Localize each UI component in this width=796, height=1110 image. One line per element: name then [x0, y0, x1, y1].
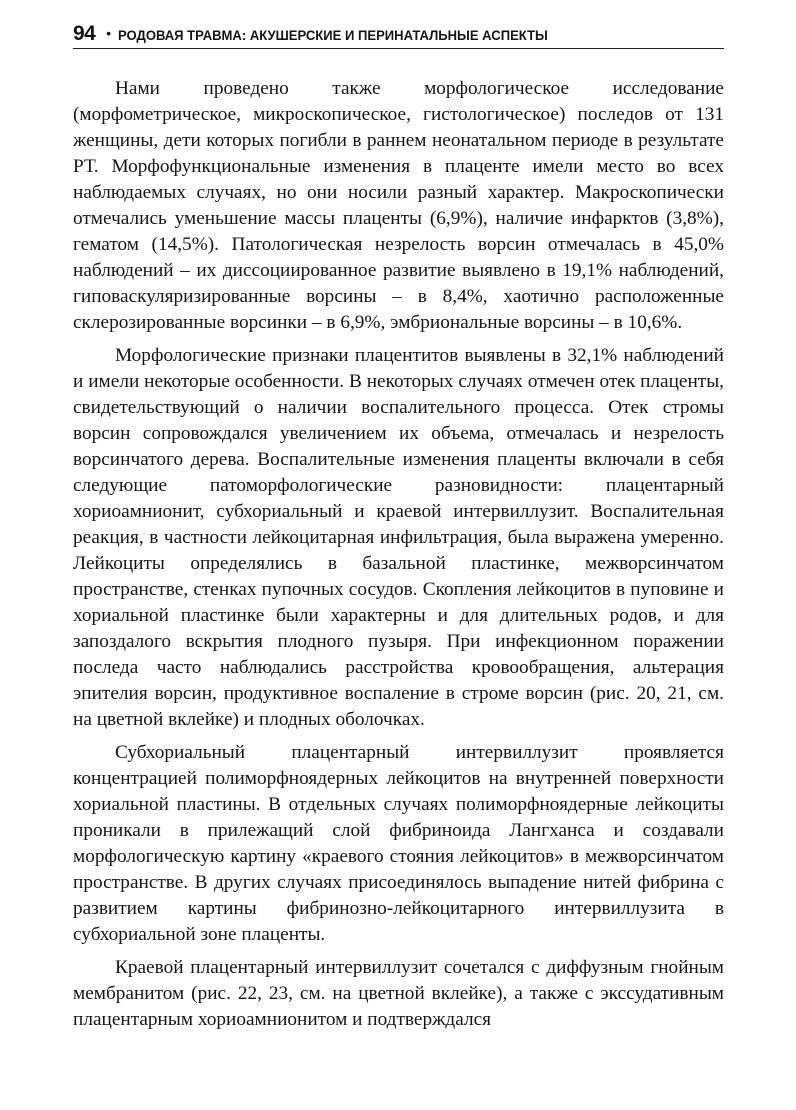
paragraph-subchorial-intervillositis: Субхориальный плацентарный интервиллузит проявляется концентрацией полиморфноядерных лейкоцитов на внутренней поверхности хориальной пластины. В отдельных случаях полиморфноядерные лейкоциты проникали в прилежащий слой фибриноида Лангханса и создавали морфологическую картину «краевого стояния лейкоцитов» в межворсинчатом пространстве. В других случаях присоединялось выпадение нитей фибрина с развитием картины фибринозно-лейкоцитарного интервиллузита в субхориальной зоне плаценты. — [73, 742, 724, 945]
paragraph-morphology-study: Нами проведено также морфологическое исследование (морфометрическое, микроскопическое, гистологическое) последов от 131 женщины, дети которых погибли в раннем неонатальном периоде в результате РТ. Морфофункциональные изменения в плаценте имели место во всех наблюдаемых случаях, но они носили разный характер. Макроскопически отмечались уменьшение массы плаценты (6,9%), наличие инфарктов (3,8%), гематом (14,5%). Патологическая незрелость ворсин отмечалась в 45,0% наблюдений – их диссоциированное развитие выявлено в 19,1% наблюдений, гиповаскуляризированные ворсины – в 8,4%, хаотично расположенные склерозированные ворсинки – в 6,9%, эмбриональные ворсины – в 10,6%. — [73, 78, 724, 333]
running-header — [73, 22, 723, 46]
body-text — [73, 76, 724, 1040]
paragraph-marginal-intervillositis: Краевой плацентарный интервиллузит сочетался с диффузным гнойным мембранитом (рис. 22, 23, см. на цветной вклейке), а также с экссудативным плацентарным хориоамнионитом и подтверждался — [73, 957, 724, 1030]
running-title: РОДОВАЯ ТРАВМА: АКУШЕРСКИЕ И ПЕРИНАТАЛЬНЫЕ АСПЕКТЫ — [117, 28, 548, 44]
paragraph-placentitis: Морфологические признаки плацентитов выявлены в 32,1% наблюдений и имели некоторые особенности. В некоторых случаях отмечен отек плаценты, свидетельствующий о наличии воспалительного процесса. Отек стромы ворсин сопровождался увеличением их объема, отмечалась и незрелость ворсинчатого дерева. Воспалительные изменения плаценты включали в себя следующие патоморфологические разновидности: плацентарный хориоамнионит, субхориальный и краевой интервиллузит. Воспалительная реакция, в частности лейкоцитарная инфильтрация, была выражена умеренно. Лейкоциты определялись в базальной пластинке, межворсинчатом пространстве, стенках пупочных сосудов. Скопления лейкоцитов в пуповине и хориальной пластинке были характерны и для длительных родов, и для запоздалого вскрытия плодного пузыря. При инфекционном поражении последа часто наблюдались расстройства кровообращения, альтерация эпителия ворсин, продуктивное воспаление в строме ворсин (рис. 20, 21, см. на цветной вклейке) и плодных оболочках. — [73, 345, 724, 730]
page-number: 94 — [73, 22, 96, 45]
bullet-separator: • — [106, 26, 111, 41]
header-rule — [73, 48, 724, 49]
